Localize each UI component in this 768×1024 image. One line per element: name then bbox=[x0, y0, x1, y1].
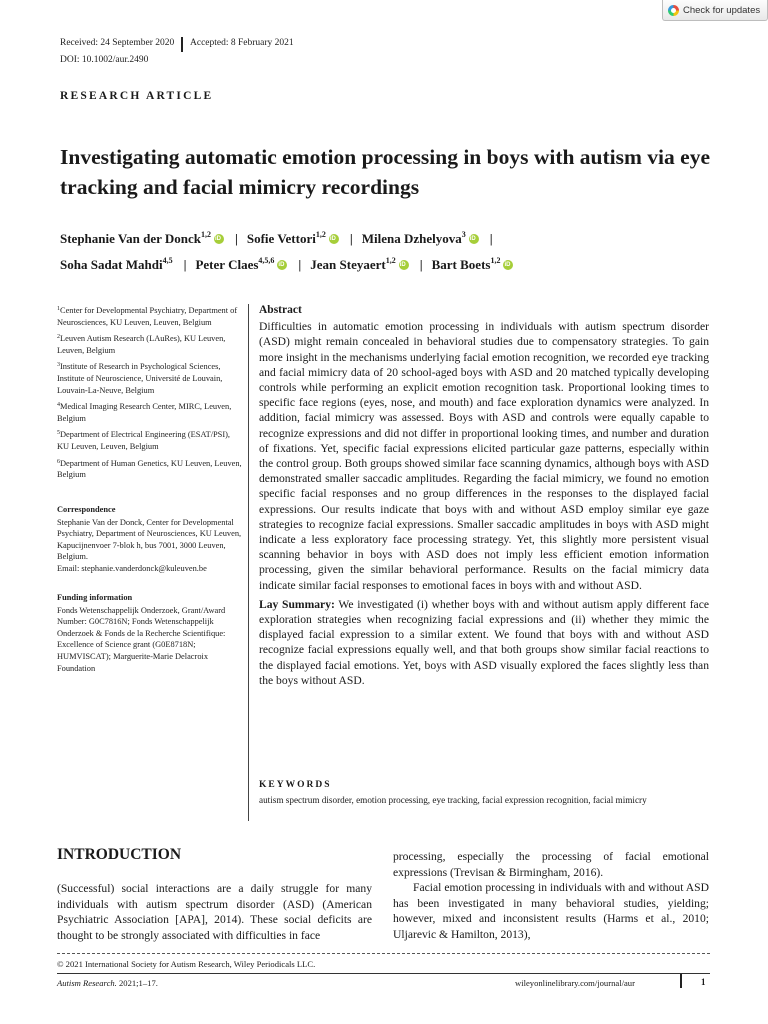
article-title: Investigating automatic emotion processing in boys with autism via eye tracking and facial mimicry recordings bbox=[60, 145, 710, 199]
affiliation: $^3$Institute of Research in Psychological Sciences, Institute of Neuroscience, Université de Louvain, Louvain-La-Neuve, Belgium bbox=[57, 362, 223, 395]
author-separator: | bbox=[235, 231, 238, 246]
intro-paragraph: Facial emotion processing in individuals with and without ASD has been investigated in many behavioral studies, yielding; however, mixed and inconsistent results (Harms et al., 2010; Uljarevic & Hamilton, 2013), bbox=[393, 881, 709, 941]
affiliation: $^6$Department of Human Genetics, KU Leuven, Leuven, Belgium bbox=[57, 458, 242, 480]
orcid-icon[interactable] bbox=[329, 234, 339, 244]
check-for-updates-label: Check for updates bbox=[683, 4, 761, 16]
keywords-text: autism spectrum disorder, emotion processing, eye tracking, facial expression recognition, facial mimicry bbox=[259, 795, 647, 805]
intro-paragraph: processing, especially the processing of facial emotional expressions (Trevisan & Birmingham, 2016). bbox=[393, 850, 709, 879]
keywords-heading: KEYWORDS bbox=[259, 780, 332, 790]
footer-separator bbox=[680, 974, 682, 988]
orcid-icon[interactable] bbox=[503, 260, 513, 270]
crossmark-icon bbox=[668, 5, 679, 16]
affiliation: $^2$Leuven Autism Research (LAuRes), KU Leuven, Leuven, Belgium bbox=[57, 334, 226, 355]
journal-citation: Autism Research. 2021;1–17. bbox=[57, 978, 158, 988]
check-for-updates-button[interactable] bbox=[662, 0, 768, 21]
correspondence-heading: Correspondence bbox=[57, 505, 116, 514]
correspondence-address: Stephanie Van der Donck, Center for Developmental Psychiatry, Department of Neurosciences, KU Leuven, Kapucijnenvoer 7-blok h, bus 7001, 3000 Leuven, Belgium. bbox=[57, 517, 242, 562]
orcid-icon[interactable] bbox=[277, 260, 287, 270]
funding-heading: Funding information bbox=[57, 593, 133, 602]
author-list bbox=[60, 226, 720, 278]
accepted-date: Accepted: 8 February 2021 bbox=[190, 38, 294, 48]
orcid-icon[interactable] bbox=[469, 234, 479, 244]
funding-information bbox=[57, 592, 243, 674]
author[interactable]: Sofie Vettori$^{1,2}$iD bbox=[247, 231, 339, 246]
author-separator: | bbox=[183, 257, 187, 272]
author-separator: | bbox=[419, 257, 423, 272]
author[interactable]: Jean Steyaert$^{1,2}$iD bbox=[310, 257, 408, 272]
copyright: © 2021 International Society for Autism Research, Wiley Periodicals LLC. bbox=[57, 959, 316, 969]
footer-divider bbox=[57, 953, 710, 954]
lay-summary-text: We investigated (i) whether boys with and without autism apply different face exploration strategies when recognizing facial expressions and (ii) whether they mimic the displayed facial expression to a similar extent. We found that boys with and without ASD recognize facial expressions equally well, and that both groups show similar facial reactions to the displayed facial emotions. Yet, boys with ASD visually explored the faces slightly less than the boys without ASD. bbox=[259, 597, 709, 687]
author-separator: | bbox=[349, 231, 353, 246]
author[interactable]: Peter Claes$^{4,5,6}$iD bbox=[195, 257, 287, 272]
lay-summary bbox=[259, 597, 709, 688]
meta-divider bbox=[181, 37, 183, 52]
received-date: Received: 24 September 2020 bbox=[60, 38, 175, 48]
column-divider bbox=[248, 304, 249, 821]
introduction-right-column bbox=[393, 849, 709, 942]
page-number: 1 bbox=[701, 977, 706, 987]
intro-paragraph: (Successful) social interactions are a daily struggle for many individuals with autism spectrum disorder (ASD) (American Psychiatric Association [APA], 2014). These social deficits are thought to be strongly associated with difficulties in face bbox=[57, 882, 372, 942]
footer-rule bbox=[57, 973, 710, 974]
author[interactable]: Stephanie Van der Donck$^{1,2}$iD bbox=[60, 231, 224, 246]
funding-text: Fonds Wetenschappelijk Onderzoek, Grant/Award Number: G0C7816N; Fonds Wetenschappelijk Onderzoek & Fonds de la Recherche Scientifique: Excellence of Science grant (G0E8718N; HUMVISCAT); Marguerite-Marie Delacroix Foundation bbox=[57, 605, 226, 673]
doi[interactable]: DOI: 10.1002/aur.2490 bbox=[60, 55, 149, 65]
section-label: RESEARCH ARTICLE bbox=[60, 90, 214, 102]
introduction-heading: INTRODUCTION bbox=[57, 846, 182, 863]
author-separator: | bbox=[489, 231, 493, 246]
abstract-heading: Abstract bbox=[259, 304, 302, 316]
affiliation: $^5$Department of Electrical Engineering (ESAT/PSI), KU Leuven, Leuven, Belgium bbox=[57, 430, 231, 451]
abstract-text: Difficulties in automatic emotion processing in individuals with autism spectrum disorder (ASD) might remain concealed in behavioral studies due to compensatory strategies. To gain more insight in the mechanisms underlying facial emotion recognition, we recorded eye tracking and facial mimicry data of 20 school-aged boys with ASD and 20 matched typically developing controls while performing an explicit emotion recognition task. Proportional looking times to specific face regions (eyes, nose, and mouth) and face exploration dynamics were analyzed. In addition, facial mimicry was assessed. Boys with ASD and controls were equally capable to recognize expressions and did not differ in proportional looking times, and number and duration of fixations. Yet, specific facial expressions elicited particular gaze patterns, especially within the control group. Both groups showed similar face scanning dynamics, although boys with ASD demonstrated smaller saccadic amplitudes. Regarding the facial mimicry, we found no emotion specific facial responses and no group differences in the responses to the displayed facial expressions. Our results indicate that boys with and without ASD employ similar eye gaze strategies to recognize facial expressions. Smaller saccadic amplitudes in boys with ASD might indicate a less exploratory face processing strategy. Yet, this slightly more persistent visual scanning behavior in boys with ASD does not imply less efficient emotion information processing, given the similar behavioral performance. Results on the facial mimicry data indicate similar facial responses to emotional faces in boys with and without ASD. bbox=[259, 320, 709, 592]
abstract bbox=[259, 303, 709, 688]
author-separator: | bbox=[298, 257, 302, 272]
affiliation: $^1$Center for Developmental Psychiatry, Department of Neurosciences, KU Leuven, Leuven, Belgium bbox=[57, 306, 238, 327]
correspondence-email[interactable]: Email: stephanie.vanderdonck@kuleuven.be bbox=[57, 563, 207, 573]
orcid-icon[interactable] bbox=[399, 260, 409, 270]
lay-summary-label: Lay Summary: bbox=[259, 597, 335, 611]
orcid-icon[interactable] bbox=[214, 234, 224, 244]
introduction-left-column bbox=[57, 881, 372, 943]
author[interactable]: Bart Boets$^{1,2}$iD bbox=[432, 257, 514, 272]
journal-website[interactable]: wileyonlinelibrary.com/journal/aur bbox=[515, 978, 635, 988]
affiliations bbox=[57, 305, 243, 486]
author[interactable]: Milena Dzhelyova$^3$iD bbox=[362, 231, 479, 246]
correspondence bbox=[57, 504, 243, 575]
affiliation: $^4$Medical Imaging Research Center, MIRC, Leuven, Belgium bbox=[57, 402, 232, 423]
author[interactable]: Soha Sadat Mahdi$^{4,5}$ bbox=[60, 256, 173, 272]
